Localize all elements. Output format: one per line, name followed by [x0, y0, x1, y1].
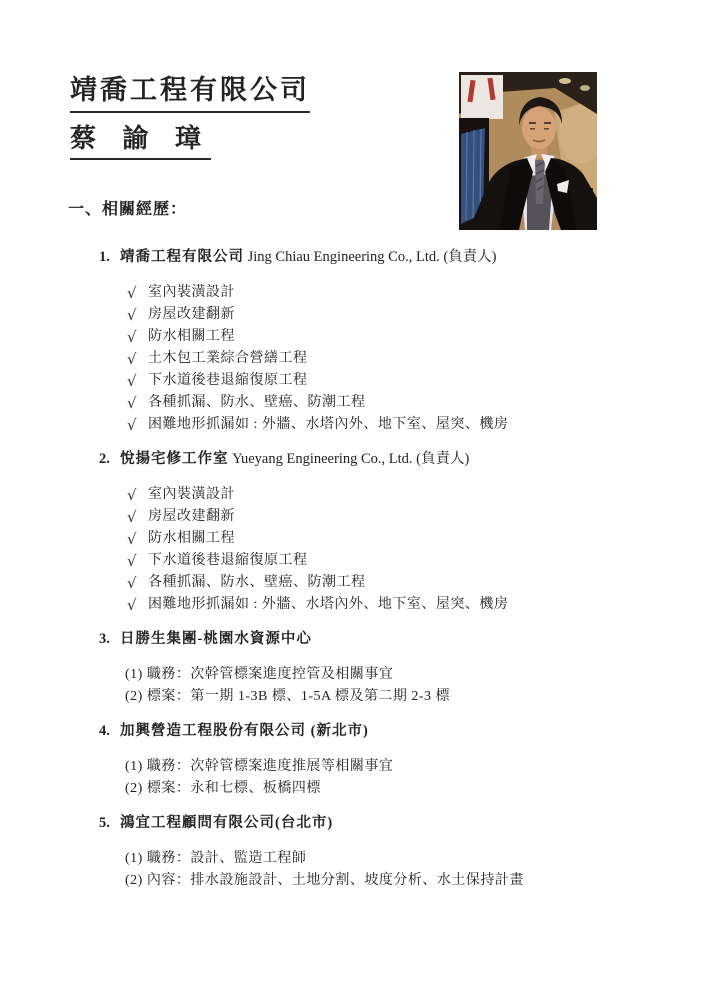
experience-company-zh: 鴻宜工程顧問有限公司(台北市) [120, 815, 334, 831]
check-icon: √ [127, 350, 138, 368]
check-icon: √ [127, 508, 138, 526]
check-icon: √ [127, 394, 138, 412]
check-icon: √ [127, 530, 138, 548]
experience-title [99, 721, 648, 741]
experience-item-1 [68, 247, 648, 436]
checklist-item-label: 室內裝潢設計 [148, 487, 235, 502]
checklist-item [127, 572, 648, 594]
check-icon: √ [127, 596, 138, 614]
checklist-item [127, 484, 648, 506]
check-icon: √ [127, 416, 138, 434]
experience-item-4 [68, 721, 648, 800]
detail-item: (1) 職務：次幹管標案進度推展等相關事宜 [125, 759, 394, 774]
experience-number: 3. [99, 631, 110, 647]
check-icon: √ [127, 306, 138, 324]
checklist-item-label: 各種抓漏、防水、壁癌、防潮工程 [148, 575, 366, 590]
checklist-item [127, 370, 648, 392]
checklist-item-label: 困難地形抓漏如 : 外牆、水塔內外、地下室、屋突、機房 [148, 417, 509, 432]
checklist-item [127, 550, 648, 572]
checklist-item-label: 房屋改建翻新 [148, 307, 235, 322]
experience-number: 1. [99, 249, 110, 265]
checklist-item [127, 282, 648, 304]
experience-company-en: Yueyang Engineering Co., Ltd. (負責人) [228, 451, 470, 467]
checklist-item [127, 304, 648, 326]
experience-section [68, 199, 648, 905]
experience-company-zh: 日勝生集團-桃園水資源中心 [120, 631, 312, 647]
experience-item-2 [68, 449, 648, 616]
experience-title [99, 247, 648, 267]
checklist-item-label: 房屋改建翻新 [148, 509, 235, 524]
detail-item: (2) 標案：第一期 1-3B 標、1-5A 標及第二期 2-3 標 [125, 689, 450, 704]
detail-item: (1) 職務：次幹管標案進度控管及相關事宜 [125, 667, 394, 682]
checklist-item-label: 各種抓漏、防水、壁癌、防潮工程 [148, 395, 366, 410]
checklist-item [127, 326, 648, 348]
check-icon: √ [127, 284, 138, 302]
experience-number: 2. [99, 451, 110, 467]
experience-number: 4. [99, 723, 110, 739]
detail-item: (1) 職務：設計、監造工程師 [125, 851, 307, 866]
experience-company-zh: 悅揚宅修工作室 [120, 451, 229, 467]
checklist-item [127, 348, 648, 370]
experience-item-3 [68, 629, 648, 708]
checklist-item-label: 困難地形抓漏如 : 外牆、水塔內外、地下室、屋突、機房 [148, 597, 509, 612]
checklist-item-label: 防水相關工程 [148, 531, 235, 546]
checklist-item-label: 下水道後巷退縮復原工程 [148, 373, 308, 388]
experience-title [99, 813, 648, 833]
checklist-item [127, 528, 648, 550]
experience-company-zh: 靖喬工程有限公司 [120, 249, 244, 265]
check-icon: √ [127, 328, 138, 346]
detail-item: (2) 內容：排水設施設計、土地分割、坡度分析、水土保持計畫 [125, 873, 524, 888]
company-title: 靖喬工程有限公司 [70, 68, 310, 113]
checklist-item [127, 414, 648, 436]
checklist-item-label: 下水道後巷退縮復原工程 [148, 553, 308, 568]
check-icon: √ [127, 372, 138, 390]
checklist-item-label: 土木包工業綜合營繕工程 [148, 351, 308, 366]
checklist-item [127, 392, 648, 414]
check-icon: √ [127, 552, 138, 570]
person-name: 蔡 諭 璋 [70, 118, 211, 160]
detail-item: (2) 標案：永和七標、板橋四標 [125, 781, 321, 796]
checklist-item [127, 506, 648, 528]
experience-number: 5. [99, 815, 110, 831]
check-icon: √ [127, 486, 138, 504]
experience-company-en: Jing Chiau Engineering Co., Ltd. (負責人) [244, 249, 497, 265]
experience-company-zh: 加興營造工程股份有限公司 (新北市) [120, 723, 369, 739]
check-icon: √ [127, 574, 138, 592]
checklist-item-label: 室內裝潢設計 [148, 285, 235, 300]
experience-title [99, 449, 648, 469]
checklist-item [127, 594, 648, 616]
experience-item-5 [68, 813, 648, 892]
section-title: 一、相關經歷： [68, 201, 188, 218]
experience-title [99, 629, 648, 649]
checklist-item-label: 防水相關工程 [148, 329, 235, 344]
